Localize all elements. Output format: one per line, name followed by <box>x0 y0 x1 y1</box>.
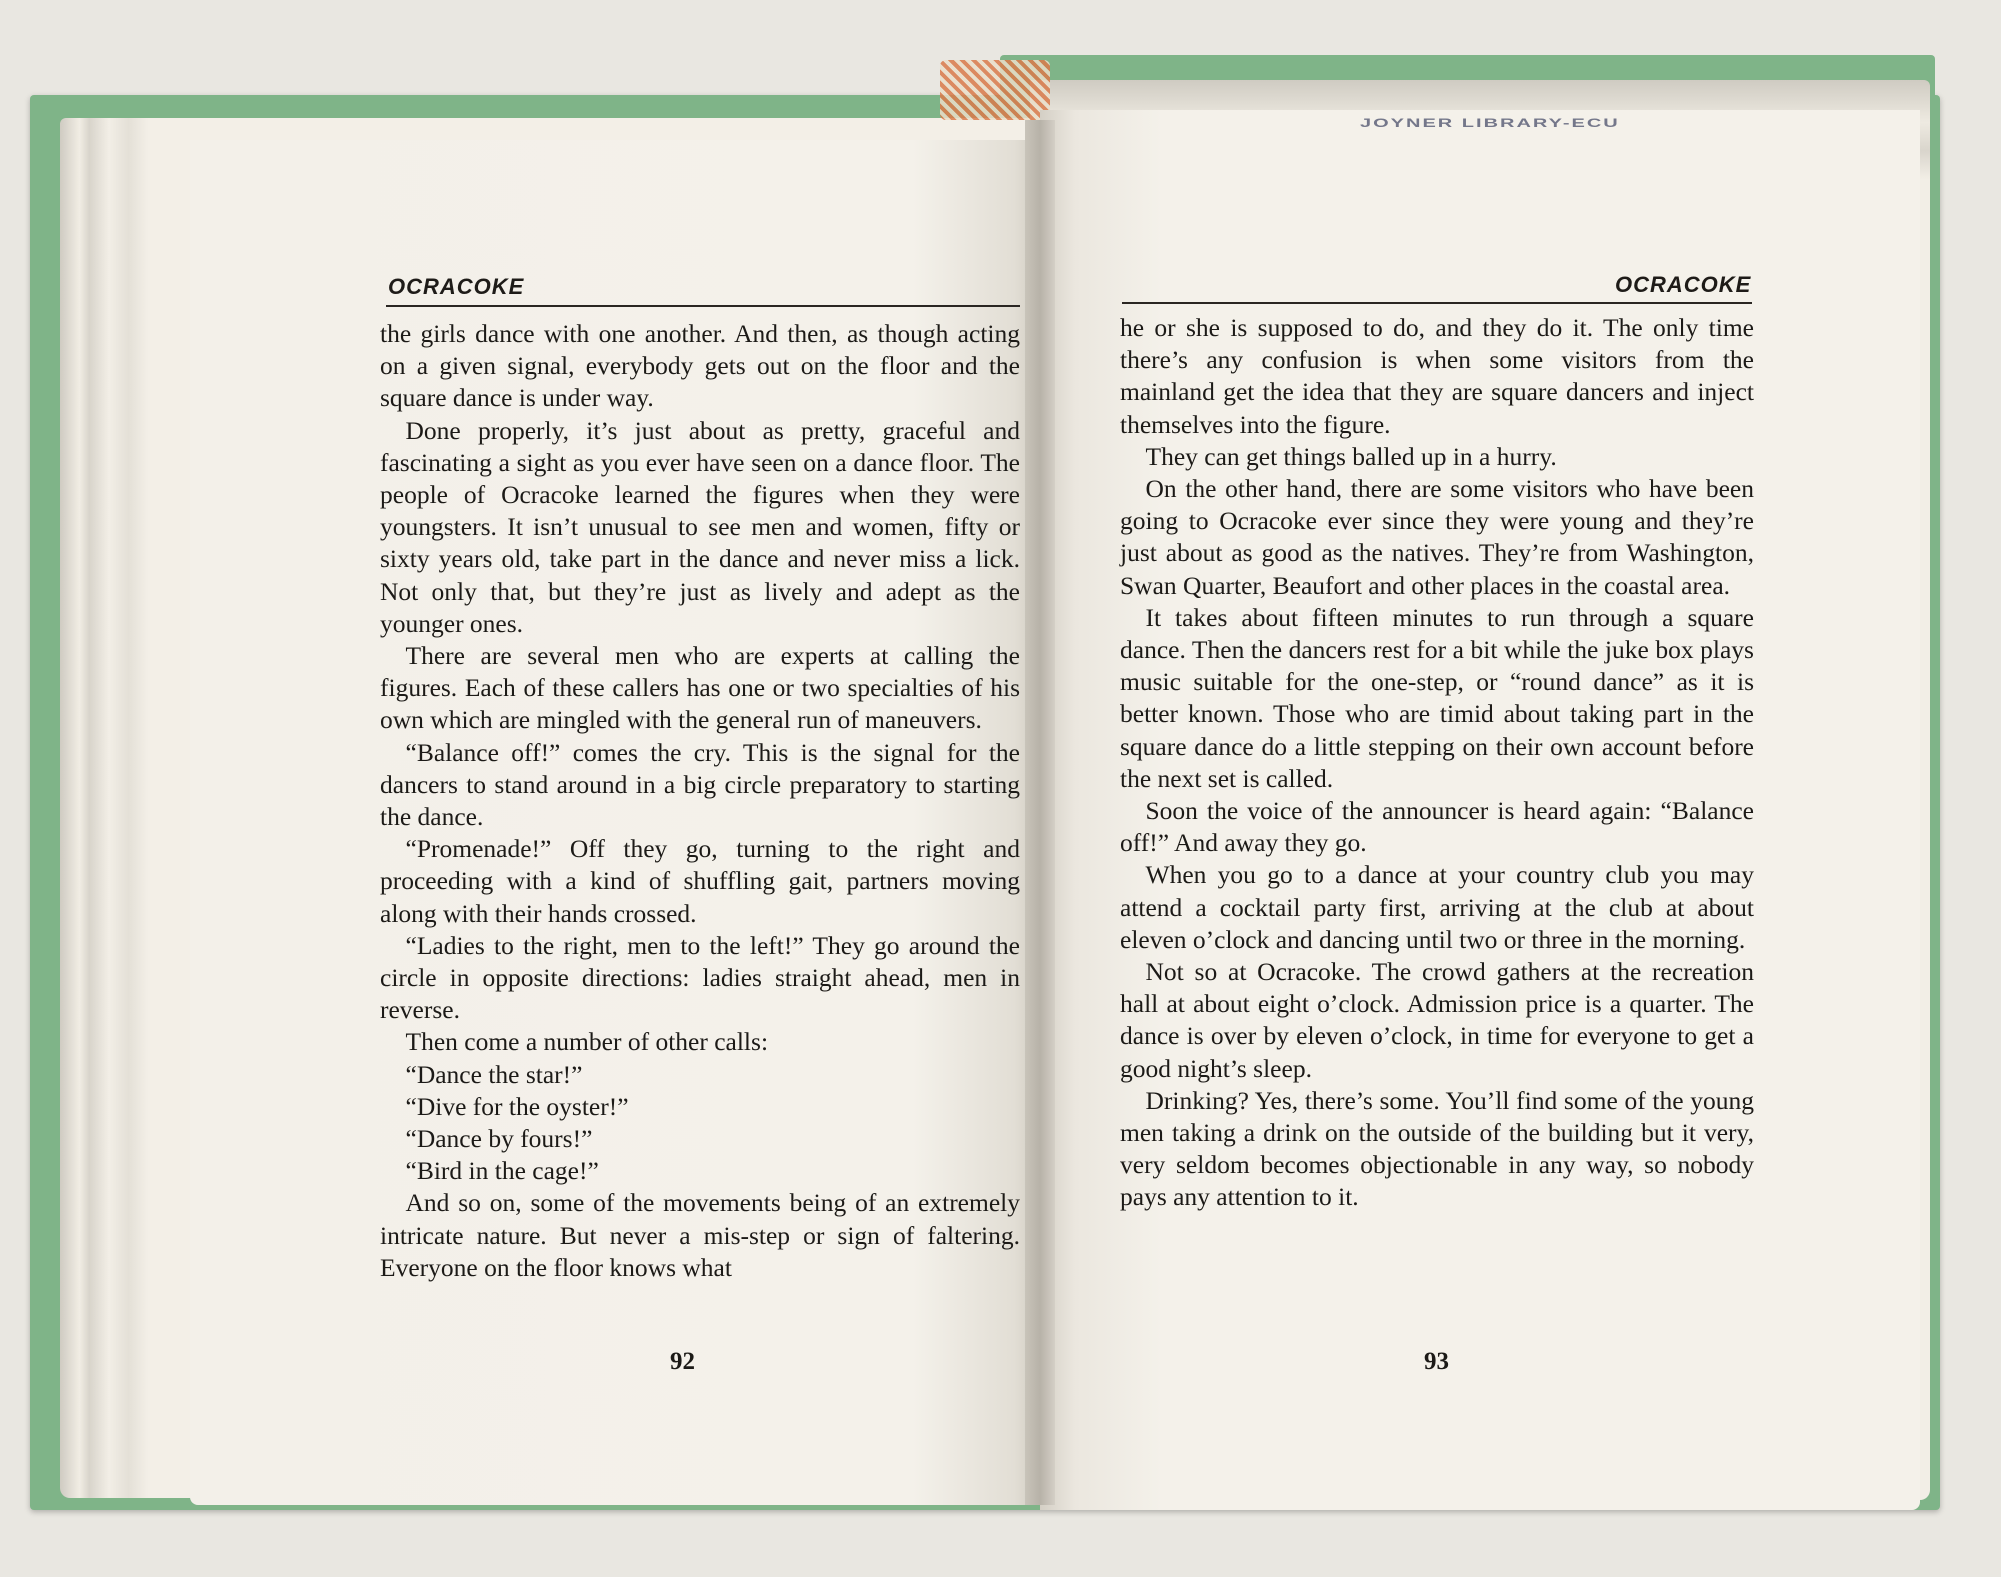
paragraph: the girls dance with one another. And then, as though acting on a given signal, everybody gets out on the floor and the square dance is under way. <box>380 319 1020 413</box>
paragraph: Then come a number of other calls: <box>405 1027 769 1057</box>
right-running-head: OCRACOKE <box>1615 272 1752 297</box>
right-header-rule <box>1122 302 1752 304</box>
paragraph: “Balance off!” comes the cry. This is the signal for the dancers to stand around in a big circle preparatory to starting the dance. <box>380 737 1020 832</box>
paragraph: “Promenade!” Off they go, turning to the right and proceeding with a kind of shuffling gait, partners moving along with their hands crossed. <box>380 834 1020 928</box>
left-header-rule <box>386 305 1020 307</box>
paragraph: “Dance the star!” <box>405 1059 583 1089</box>
paragraph: “Dive for the oyster!” <box>405 1091 629 1121</box>
paragraph: And so on, some of the movements being of an extremely intricate nature. But never a mis-step or sign of faltering. Everyone on the floor knows what <box>380 1188 1020 1282</box>
paragraph: “Ladies to the right, men to the left!” They go around the circle in opposite directions: ladies straight ahead, men in reverse. <box>380 930 1020 1025</box>
right-page-text <box>1120 312 1754 1214</box>
left-running-head: OCRACOKE <box>388 274 525 299</box>
right-page-number: 93 <box>1424 1348 1449 1375</box>
paragraph: “Dance by fours!” <box>405 1124 593 1154</box>
paragraph: When you go to a dance at your country club you may attend a cocktail party first, arriving at the club at about eleven o’clock and dancing until two or three in the morning. <box>1120 860 1754 954</box>
paragraph: Drinking? Yes, there’s some. You’ll find some of the young men taking a drink on the outside of the building but it very, very seldom becomes objectionable in any way, so nobody pays any attention to it. <box>1120 1085 1754 1212</box>
left-page-number: 92 <box>670 1348 695 1375</box>
book-gutter <box>1025 120 1055 1505</box>
paragraph: Not so at Ocracoke. The crowd gathers at the recreation hall at about eight o’clock. Admission price is a quarter. The dance is over by eleven o’clock, in time for everyone to get a good night’s sleep. <box>1120 957 1754 1083</box>
paragraph: Done properly, it’s just about as pretty, graceful and fascinating a sight as you ever have seen on a dance floor. The people of Ocracoke learned the figures when they were youngsters. It isn’t unusual to see men and women, fifty or sixty years old, take part in the dance and never miss a lick. Not only that, but they’re just as lively and adept as the younger ones. <box>380 415 1020 638</box>
paragraph: he or she is supposed to do, and they do it. The only time there’s any confusion is when some visitors from the mainland get the idea that they are square dancers and inject themselves into the figure. <box>1120 313 1754 439</box>
paragraph: Soon the voice of the announcer is heard again: “Balance off!” And away they go. <box>1120 796 1754 858</box>
paragraph: On the other hand, there are some visitors who have been going to Ocracoke ever since they were young and they’re just about as good as the natives. They’re from Washington, Swan Quarter, Beaufort and other places in the coastal area. <box>1120 474 1754 600</box>
paragraph: It takes about fifteen minutes to run through a square dance. Then the dancers rest for a bit while the juke box plays music suitable for the one-step, or “round dance” as it is better known. Those who are timid about taking part in the square dance do a little stepping on their own account before the next set is called. <box>1120 602 1754 793</box>
paragraph: There are several men who are experts at calling the figures. Each of these callers has one or two specialties of his own which are mingled with the general run of maneuvers. <box>380 641 1020 735</box>
spine-headband <box>940 60 1050 120</box>
paragraph: They can get things balled up in a hurry. <box>1145 441 1557 471</box>
library-stamp: JOYNER LIBRARY-ECU <box>1360 116 1620 130</box>
left-page-text <box>380 318 1020 1284</box>
paragraph: “Bird in the cage!” <box>405 1156 599 1186</box>
